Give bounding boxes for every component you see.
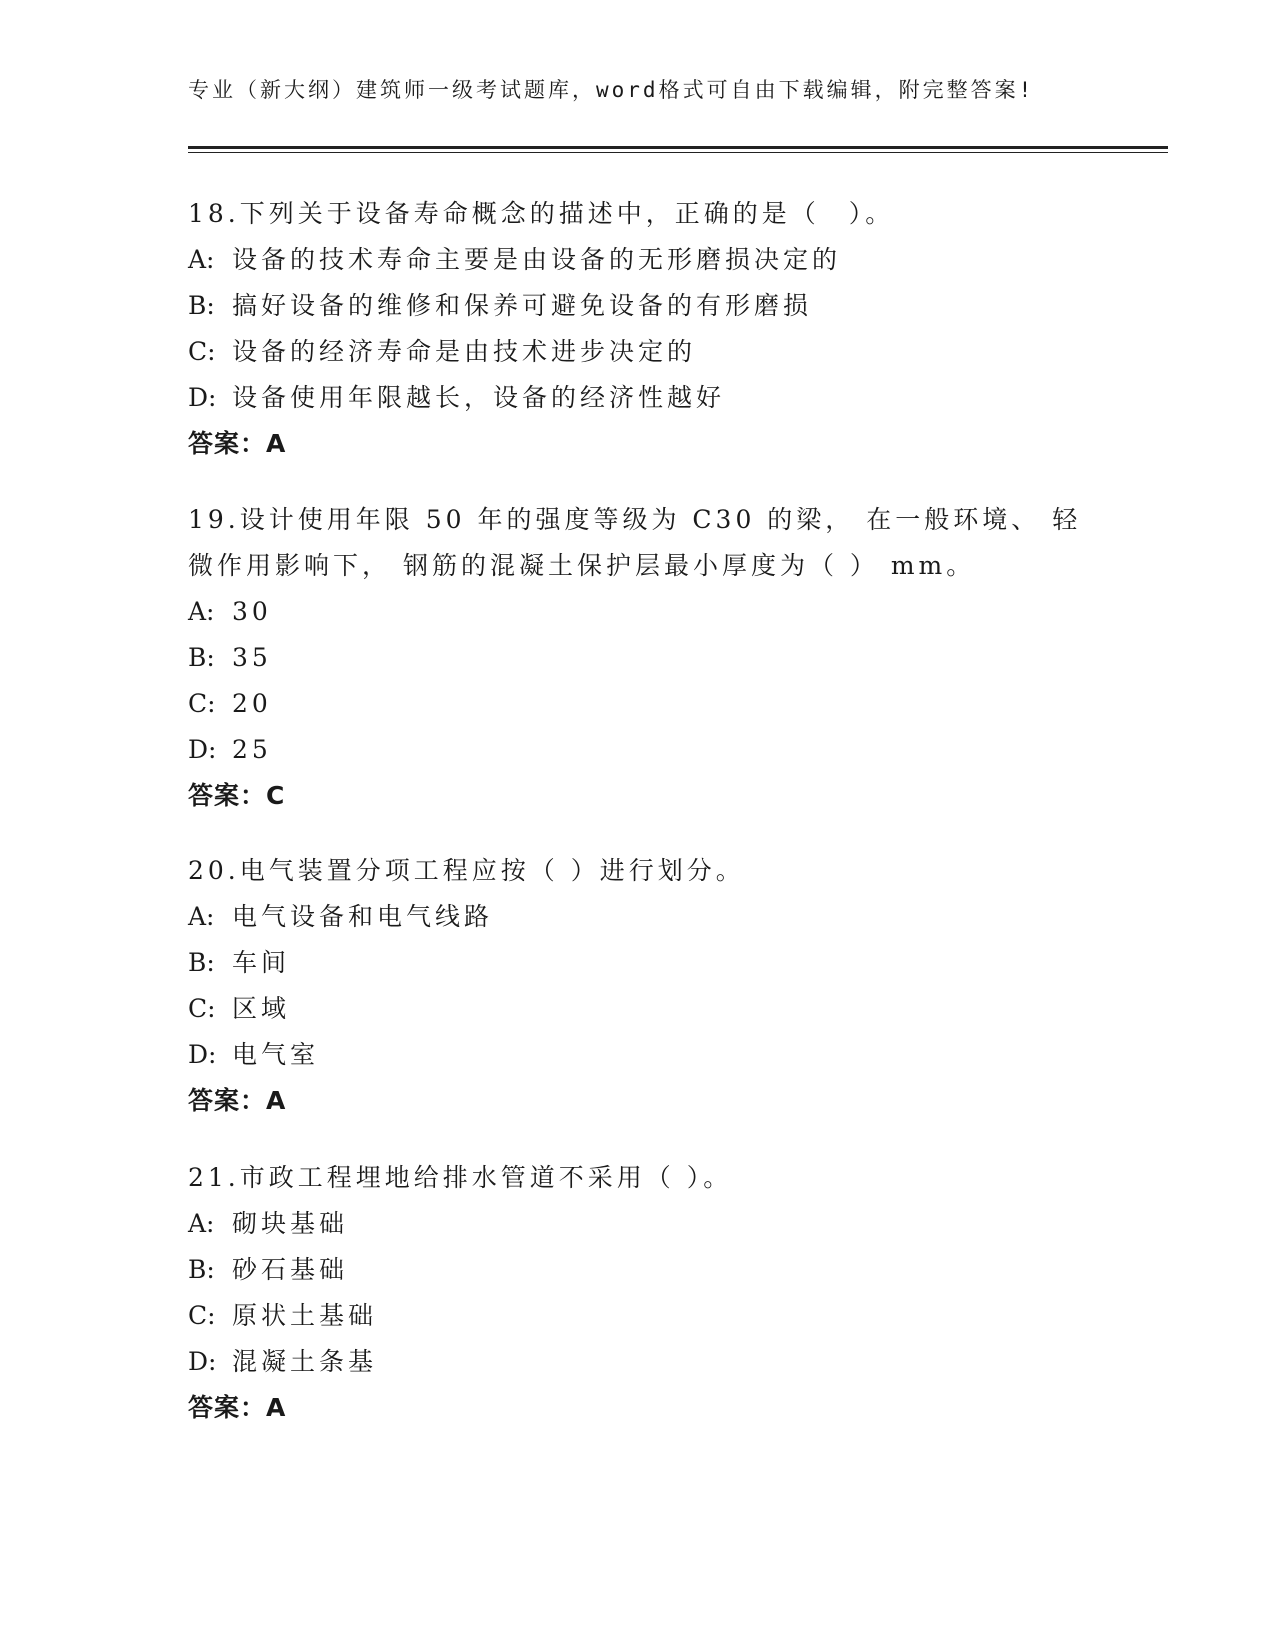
option-key: D:	[188, 383, 217, 412]
option-d	[188, 1032, 1088, 1078]
answer-label: 答案：A	[188, 429, 287, 458]
question-19	[188, 497, 1088, 819]
question-20	[188, 848, 1088, 1124]
option-key: C:	[188, 337, 216, 366]
option-text: 设备的技术寿命主要是由设备的无形磨损决定的	[232, 245, 842, 274]
answer-label: 答案：A	[188, 1086, 287, 1115]
option-a	[188, 1201, 1088, 1247]
option-text: 20	[232, 689, 272, 718]
option-key: C:	[188, 1301, 216, 1330]
option-c	[188, 986, 1088, 1032]
option-text: 车间	[232, 948, 291, 977]
option-b	[188, 283, 1088, 329]
question-stem: 21.市政工程埋地给排水管道不采用（ ）。	[188, 1163, 733, 1192]
option-b	[188, 1247, 1088, 1293]
question-18	[188, 191, 1088, 467]
option-key: B:	[188, 643, 215, 672]
option-d	[188, 727, 1088, 773]
option-key: B:	[188, 1255, 215, 1284]
option-c	[188, 681, 1088, 727]
header-rule-thick	[188, 146, 1168, 149]
question-stem: 20.电气装置分项工程应按（ ）进行划分。	[188, 856, 745, 885]
option-text: 电气设备和电气线路	[232, 902, 494, 931]
option-key: B:	[188, 291, 215, 320]
option-text: 原状土基础	[232, 1301, 378, 1330]
option-text: 电气室	[232, 1040, 320, 1069]
option-text: 搞好设备的维修和保养可避免设备的有形磨损	[232, 291, 813, 320]
option-a	[188, 589, 1088, 635]
answer-label: 答案：A	[188, 1393, 287, 1422]
question-21	[188, 1155, 1088, 1431]
option-key: D:	[188, 1347, 217, 1376]
option-text: 砂石基础	[232, 1255, 349, 1284]
option-text: 35	[232, 643, 272, 672]
option-text: 混凝土条基	[232, 1347, 378, 1376]
page-header: 专业（新大纲）建筑师一级考试题库，word格式可自由下载编辑，附完整答案!	[188, 78, 1035, 102]
question-stem-line-1: 19.设计使用年限 50 年的强度等级为 C30 的梁， 在一般环境、 轻	[188, 505, 1082, 534]
option-key: A:	[188, 245, 215, 274]
option-text: 设备的经济寿命是由技术进步决定的	[232, 337, 697, 366]
option-d	[188, 1339, 1088, 1385]
option-text: 区域	[232, 994, 291, 1023]
option-key: A:	[188, 1209, 215, 1238]
option-key: C:	[188, 994, 216, 1023]
answer-label: 答案：C	[188, 781, 286, 810]
option-b	[188, 940, 1088, 986]
option-c	[188, 1293, 1088, 1339]
option-key: A:	[188, 902, 215, 931]
option-key: A:	[188, 597, 215, 626]
question-stem-line-2: 微作用影响下， 钢筋的混凝土保护层最小厚度为（ ） mm。	[188, 551, 976, 580]
option-b	[188, 635, 1088, 681]
option-key: B:	[188, 948, 215, 977]
option-a	[188, 894, 1088, 940]
question-stem: 18.下列关于设备寿命概念的描述中，正确的是（ ）。	[188, 199, 895, 228]
header-rule-thin	[188, 152, 1168, 153]
option-a	[188, 237, 1088, 283]
option-key: C:	[188, 689, 216, 718]
option-text: 设备使用年限越长，设备的经济性越好	[232, 383, 726, 412]
option-text: 砌块基础	[232, 1209, 349, 1238]
option-text: 30	[232, 597, 272, 626]
option-key: D:	[188, 735, 217, 764]
option-d	[188, 375, 1088, 421]
option-text: 25	[232, 735, 272, 764]
option-c	[188, 329, 1088, 375]
option-key: D:	[188, 1040, 217, 1069]
